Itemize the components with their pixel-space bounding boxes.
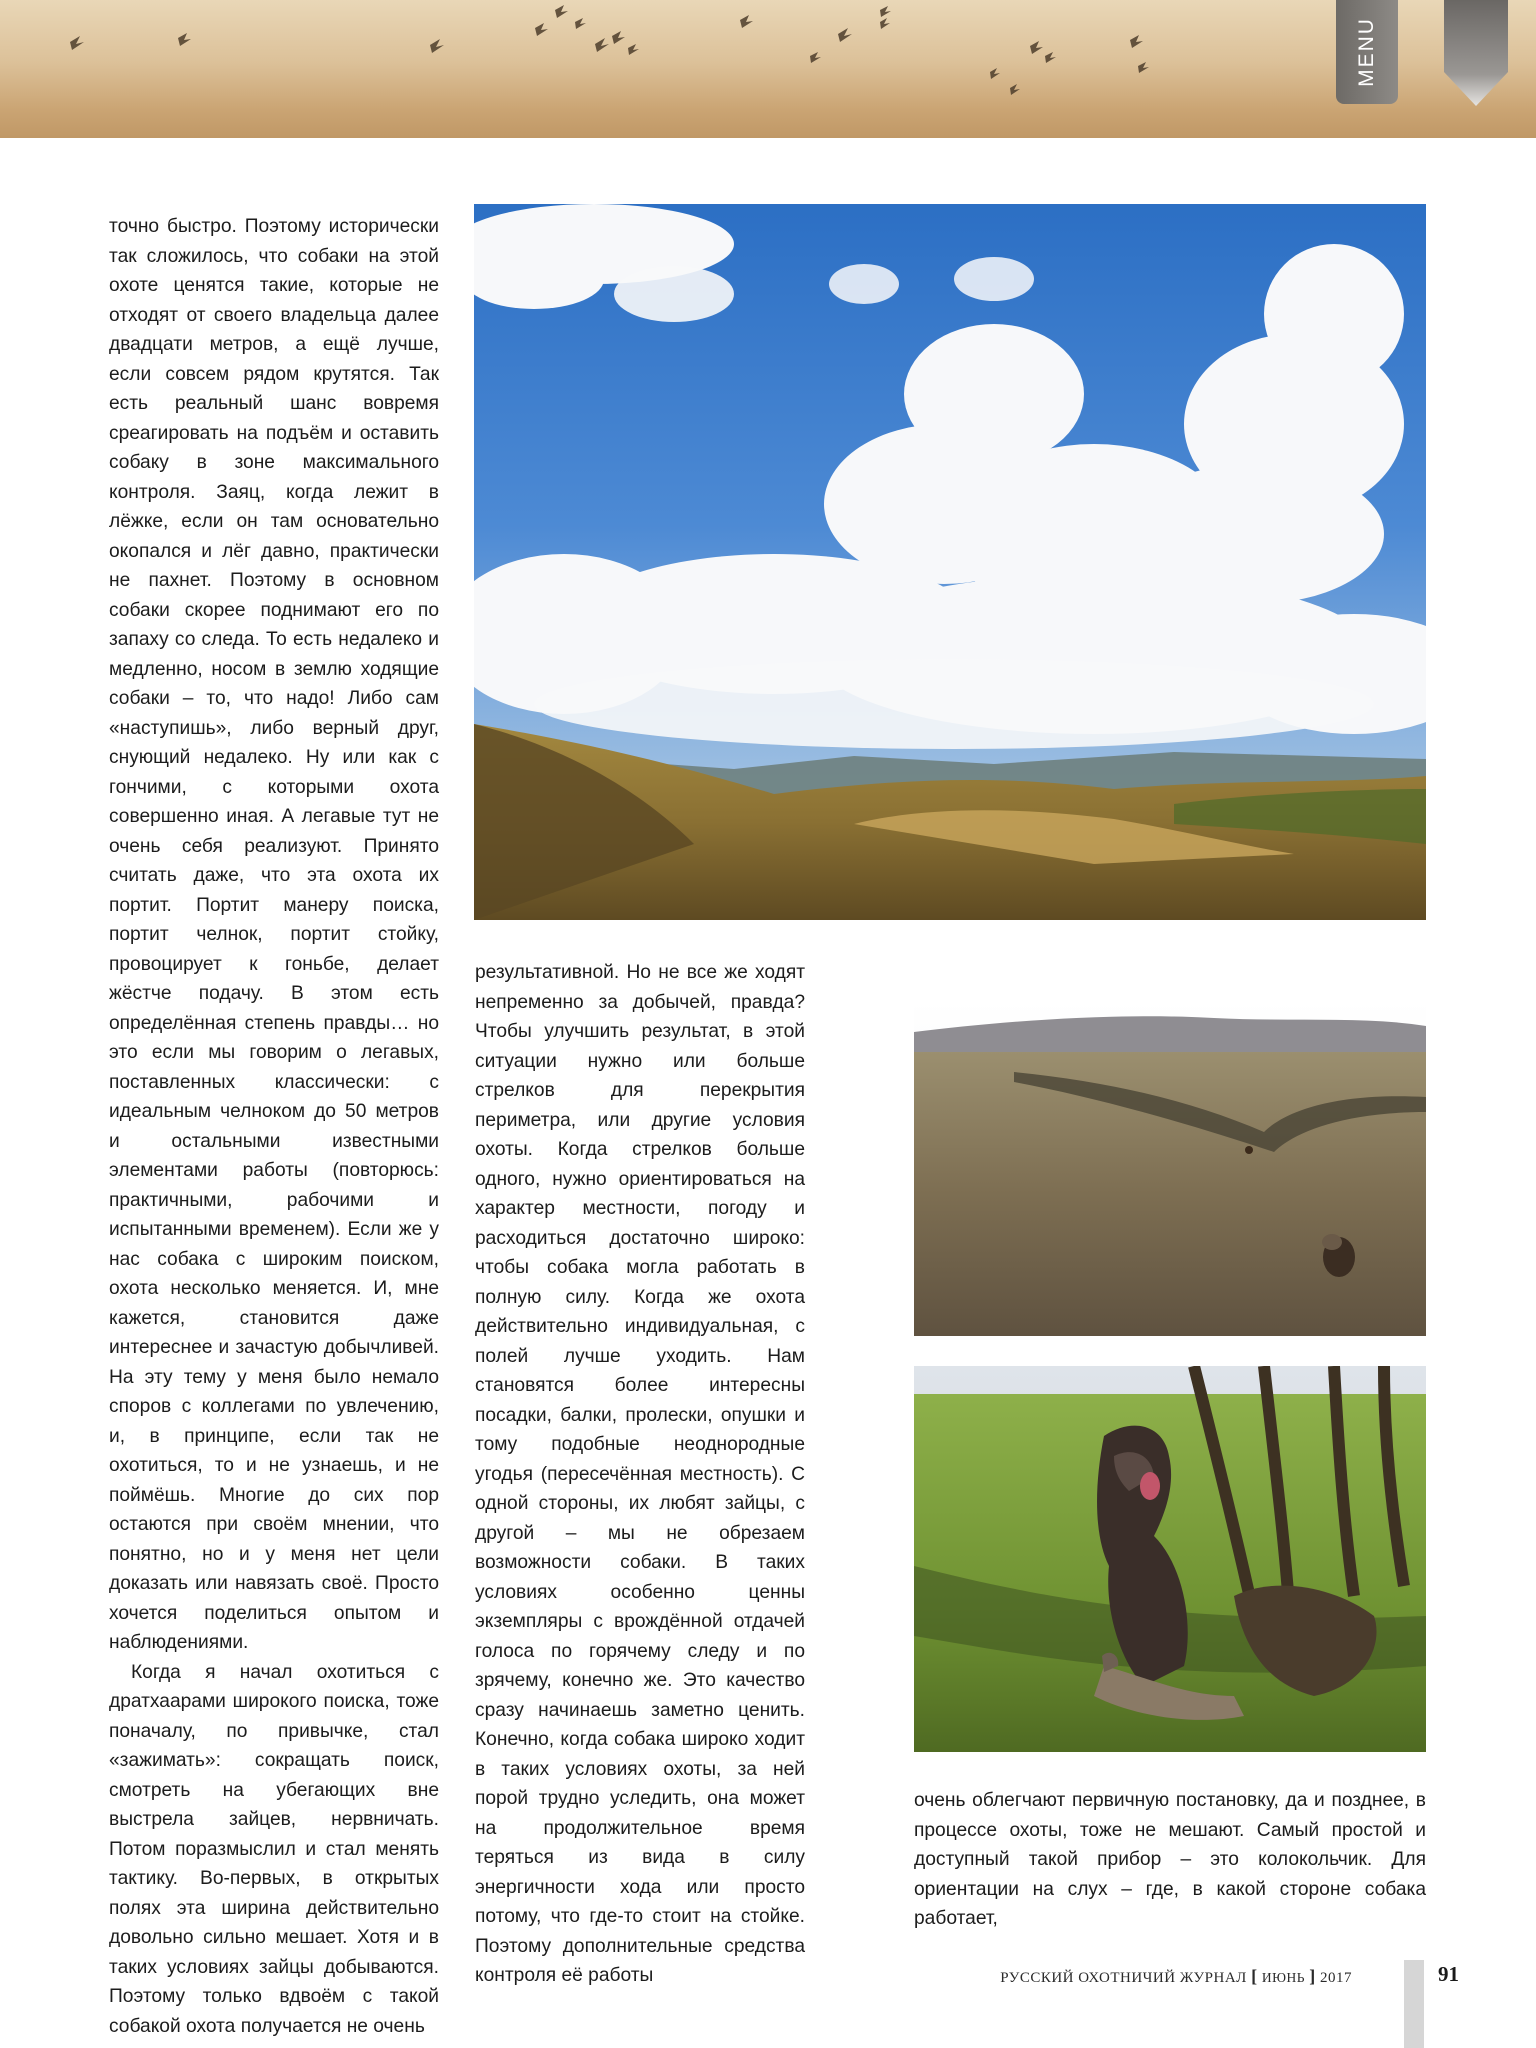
birds-illustration bbox=[0, 0, 1536, 138]
paragraph: результативной. Но не все же ходят непременно за добычей, правда? Чтобы улучшить результат, в этой ситуации нужно или больше стрелков для перекрытия периметра, или другие условия охоты. Когда стрелков больше одного, нужно ориентироваться на характер местности, погоду и расходиться достаточно широко: чтобы собака могла работать в полную силу. Когда же охота действительно индивидуальная, с полей лучше уходить. Нам становятся более интересны посадки, балки, пролески, опушки и тому подобные неоднородные угодья (пересечённая местность). С одной стороны, их любят зайцы, с другой – мы не обрезаем возможности собаки. В таких условиях особенно ценны экземпляры с врождённой отдачей голоса по горячему следу и по зрячему, конечно же. Это качество сразу начинаешь заметно ценить. Конечно, когда собака широко ходит в таких условиях охоты, за ней порой трудно уследить, она может на продолжительное время теряться из вида в силу энергичности хода или просто потому, что где-то стоит на стойке. Поэтому дополнительные средства контроля её работы bbox=[475, 962, 805, 1986]
issue-month: ИЮНЬ bbox=[1261, 1970, 1305, 1985]
dog-with-hare-photo bbox=[914, 1366, 1426, 1752]
article-column-2 bbox=[475, 958, 805, 1991]
bracket-close: ] bbox=[1309, 1966, 1316, 1986]
menu-label: MENU bbox=[1355, 17, 1378, 87]
journal-footer bbox=[1000, 1966, 1352, 1987]
journal-name: РУССКИЙ ОХОТНИЧИЙ ЖУРНАЛ bbox=[1000, 1970, 1247, 1986]
article-column-3 bbox=[914, 1786, 1426, 1934]
landscape-photo bbox=[474, 204, 1426, 920]
issue-year: 2017 bbox=[1320, 1970, 1352, 1986]
article-column-1 bbox=[109, 212, 439, 2041]
paragraph: точно быстро. Поэтому исторически так сложилось, что собаки на этой охоте ценятся такие, которые не отходят от своего владельца далее двадцати метров, а ещё лучше, если совсем рядом крутятся. Так есть реальный шанс вовремя среагировать на подъём и оставить собаку в зоне максимального контроля. Заяц, когда лежит в лёжке, если он там основательно окопался и лёг давно, практически не пахнет. Поэтому в основном собаки скорее поднимают его по запаху со следа. То есть недалеко и медленно, носом в землю ходящие собаки – то, что надо! Либо сам «наступишь», либо верный друг, снующий недалеко. Ну или как с гончими, с которыми охота совершенно иная. А легавые тут не очень себя реализуют. Принято считать даже, что эта охота их портит. Портит манеру поиска, портит челнок, портит стойку, провоцирует к гоньбе, делает жёстче подачу. В этом есть определённая степень правды… но это если мы говорим о легавых, поставленных классически: с идеальным челноком до 50 метров и остальными известными элементами работы (повторюсь: практичными, рабочими и испытанными временем). Если же у нас собака с широким поиском, охота несколько меняется. И, мне кажется, становится даже интереснее и зачастую добычливей. На эту тему у меня было немало споров с коллегами по увлечению, и, в принципе, если так не охотиться, то и не узнаешь, и не поймёшь. Многие до сих пор остаются при своём мнении, что понятно, но и у меня нет цели доказать или навязать своё. Просто хочется поделиться опытом и наблюдениями. bbox=[109, 216, 439, 1653]
footer-divider bbox=[1404, 1960, 1424, 2048]
page-number: 91 bbox=[1438, 1962, 1459, 1986]
bookmark-icon[interactable] bbox=[1444, 0, 1508, 106]
paragraph: Когда я начал охотиться с дратхаарами широкого поиска, тоже поначалу, по привычке, стал «зажимать»: сокращать поиск, смотреть на убегающих вне выстрела зайцев, нервничать. Потом поразмыслил и стал менять тактику. Во-первых, в открытых полях эта ширина действительно довольно сильно мешает. Хотя и в таких условиях зайцы добываются. Поэтому только вдвоём с такой собакой охота получается не очень bbox=[109, 1661, 439, 2037]
bracket-open: [ bbox=[1251, 1966, 1258, 1986]
header-banner bbox=[0, 0, 1536, 138]
menu-button[interactable] bbox=[1336, 0, 1398, 104]
paragraph: очень облегчают первичную постановку, да и позднее, в процессе охоты, тоже не мешают. Самый простой и доступный такой прибор – это колокольчик. Для ориентации на слух – где, в какой стороне собака работает, bbox=[914, 1790, 1426, 1929]
field-photo bbox=[914, 1002, 1426, 1336]
